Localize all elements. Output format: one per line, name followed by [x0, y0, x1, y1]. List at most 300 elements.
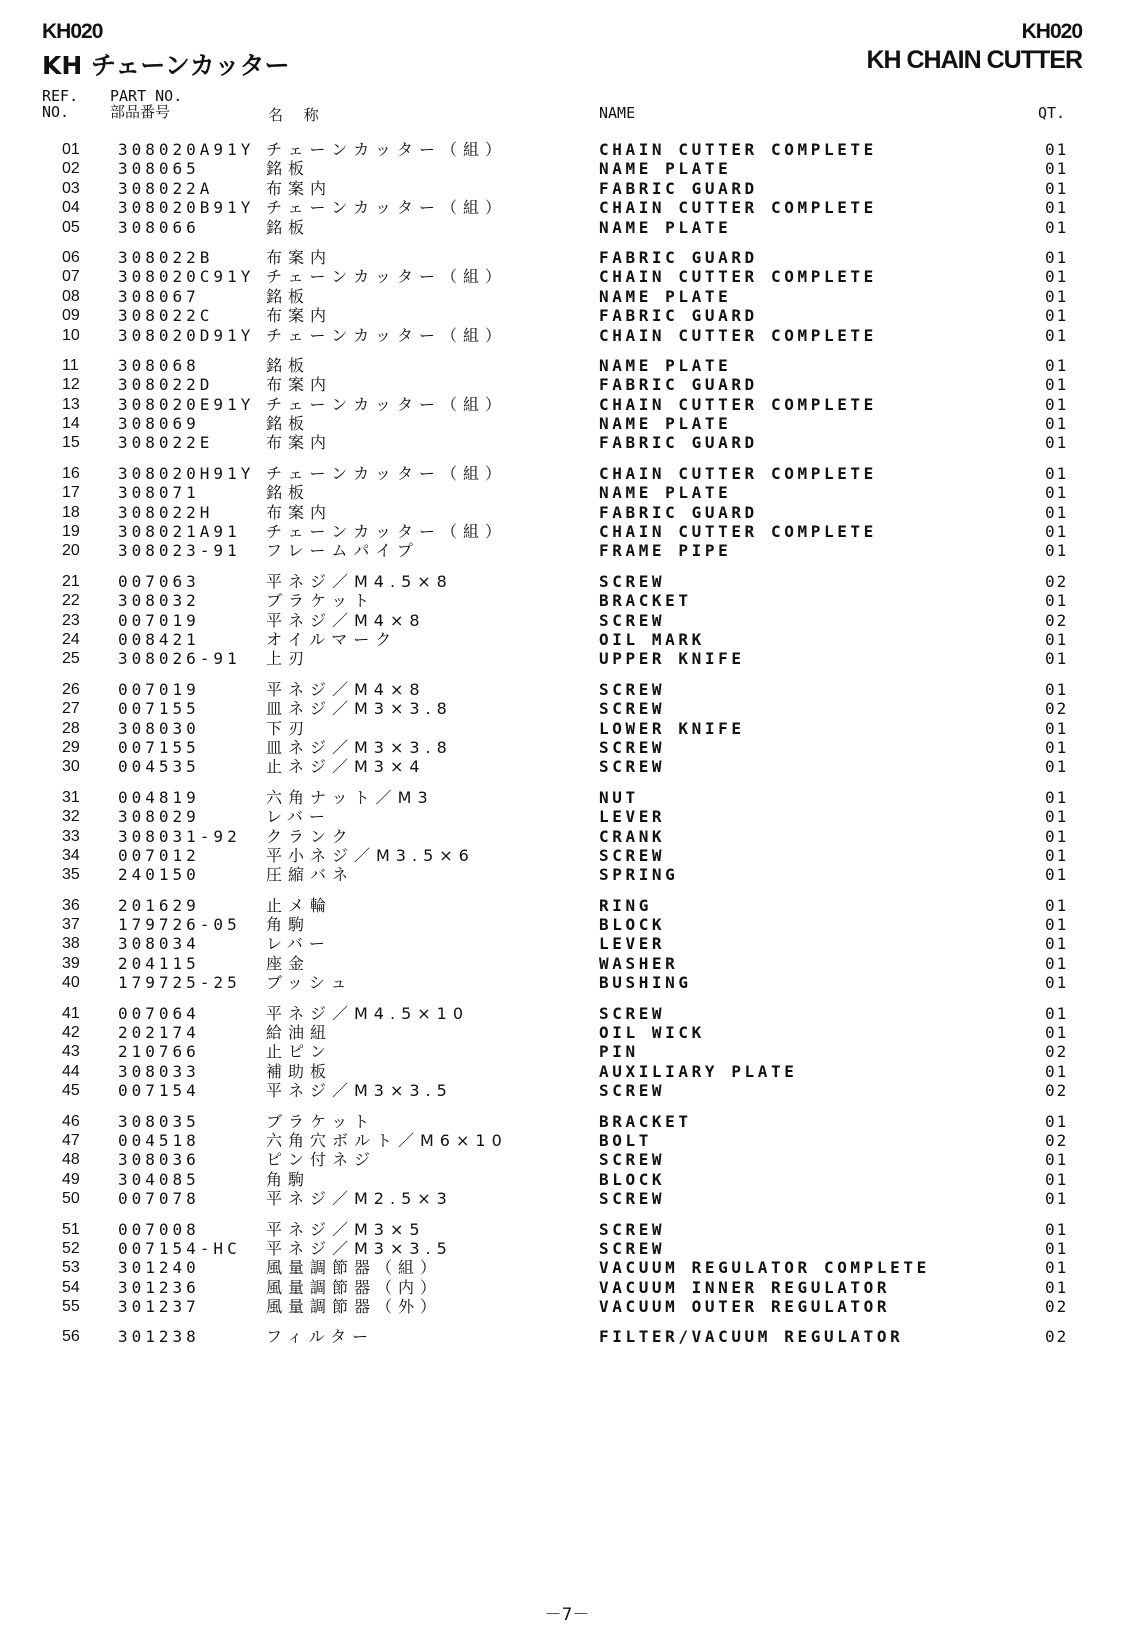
table-row	[0, 267, 1134, 286]
quantity: 01	[1045, 267, 1069, 287]
table-row	[0, 865, 1134, 884]
japanese-name: 布案内	[266, 247, 333, 267]
row-group	[0, 1220, 1134, 1317]
quantity: 01	[1045, 178, 1069, 198]
row-group	[0, 1112, 1134, 1209]
table-row	[0, 1220, 1134, 1239]
japanese-name: 補助板	[266, 1061, 333, 1081]
quantity: 01	[1045, 375, 1069, 395]
quantity: 01	[1045, 325, 1069, 345]
page-number: －7－	[544, 1605, 590, 1625]
english-name: VACUUM OUTER REGULATOR	[599, 1297, 891, 1317]
english-name: SPRING	[599, 865, 679, 885]
table-row	[0, 326, 1134, 345]
quantity: 01	[1045, 718, 1069, 738]
part-number: 308020D91Y	[118, 325, 255, 345]
table-row	[0, 218, 1134, 237]
english-name: NAME PLATE	[599, 159, 732, 179]
quantity: 01	[1045, 463, 1069, 483]
col-ref-line1: REF.	[42, 87, 79, 105]
japanese-name: チェーンカッター（組）	[266, 198, 508, 218]
quantity: 01	[1045, 1169, 1069, 1189]
ref-number: 11	[62, 356, 79, 374]
ref-number: 51	[62, 1220, 80, 1238]
part-number: 007008	[118, 1219, 200, 1239]
table-row	[0, 356, 1134, 375]
ref-number: 04	[62, 199, 80, 217]
column-headers	[0, 86, 1134, 126]
quantity: 01	[1045, 973, 1069, 993]
ref-number: 23	[62, 611, 80, 629]
part-number: 308032	[118, 591, 200, 611]
ref-number: 48	[62, 1151, 80, 1169]
quantity: 01	[1045, 1258, 1069, 1278]
part-number: 308020E91Y	[118, 394, 255, 414]
table-row	[0, 1131, 1134, 1150]
part-number: 308065	[118, 159, 200, 179]
english-name: NAME PLATE	[599, 217, 732, 237]
part-number: 308020H91Y	[118, 463, 255, 483]
table-row	[0, 1327, 1134, 1346]
japanese-name: 止メ輪	[266, 895, 333, 915]
english-name: BRACKET	[599, 1111, 692, 1131]
english-name: SCREW	[599, 1189, 666, 1209]
quantity: 01	[1045, 355, 1069, 375]
ref-number: 42	[62, 1024, 80, 1042]
english-name: NAME PLATE	[599, 483, 732, 503]
ref-number: 03	[62, 179, 80, 197]
ref-number: 18	[62, 503, 80, 521]
col-part-line1: PART NO.	[110, 87, 183, 105]
english-name: LEVER	[599, 807, 666, 827]
table-row	[0, 1004, 1134, 1023]
japanese-name: 平ネジ／M4.5×8	[266, 571, 453, 591]
part-number: 308022B	[118, 247, 214, 267]
ref-number: 05	[62, 218, 80, 236]
col-ref-header	[42, 88, 78, 120]
part-number: 308023-91	[118, 541, 241, 561]
japanese-name: 角駒	[266, 1169, 311, 1189]
part-number: 308067	[118, 286, 200, 306]
part-number: 308022H	[118, 502, 214, 522]
quantity: 01	[1045, 737, 1069, 757]
quantity: 01	[1045, 787, 1069, 807]
ref-number: 35	[62, 866, 80, 884]
ref-number: 22	[62, 592, 80, 610]
part-number: 007078	[118, 1189, 200, 1209]
english-name: CHAIN CUTTER COMPLETE	[599, 267, 877, 287]
part-number: 210766	[118, 1042, 200, 1062]
part-number: 308035	[118, 1111, 200, 1131]
english-name: FABRIC GUARD	[599, 178, 758, 198]
part-number: 240150	[118, 865, 200, 885]
table-row	[0, 846, 1134, 865]
quantity: 01	[1045, 1023, 1069, 1043]
english-name: NUT	[599, 787, 639, 807]
japanese-name: 六角ナット／M3	[266, 787, 434, 807]
japanese-name: レバー	[266, 934, 331, 954]
english-name: SCREW	[599, 845, 666, 865]
english-name: BOLT	[599, 1130, 652, 1150]
model-code-left: KH020	[42, 20, 103, 43]
col-ref-line2: NO.	[42, 103, 70, 121]
table-row	[0, 738, 1134, 757]
table-row	[0, 1081, 1134, 1100]
table-row	[0, 541, 1134, 560]
japanese-name: ブラケット	[266, 1111, 376, 1131]
english-name: CHAIN CUTTER COMPLETE	[599, 394, 877, 414]
japanese-name: 平ネジ／M3×3.5	[266, 1081, 453, 1101]
ref-number: 07	[62, 268, 80, 286]
ref-number: 44	[62, 1062, 80, 1080]
ref-number: 10	[62, 326, 80, 344]
ref-number: 37	[62, 916, 80, 934]
english-name: NAME PLATE	[599, 286, 732, 306]
part-number: 301236	[118, 1277, 200, 1297]
quantity: 01	[1045, 865, 1069, 885]
part-number: 308069	[118, 414, 200, 434]
part-number: 301238	[118, 1327, 200, 1347]
quantity: 01	[1045, 915, 1069, 935]
row-group	[0, 140, 1134, 237]
table-row	[0, 757, 1134, 776]
english-name: SCREW	[599, 1219, 666, 1239]
ref-number: 12	[62, 376, 80, 394]
header-left	[42, 20, 290, 82]
quantity: 01	[1045, 198, 1069, 218]
english-name: SCREW	[599, 571, 666, 591]
english-name: SCREW	[599, 679, 666, 699]
english-name: CRANK	[599, 826, 666, 846]
part-number: 308036	[118, 1150, 200, 1170]
english-name: BRACKET	[599, 591, 692, 611]
ref-number: 01	[62, 141, 80, 158]
table-row	[0, 483, 1134, 502]
japanese-name: チェーンカッター（組）	[266, 394, 508, 414]
table-row	[0, 375, 1134, 394]
header-right	[866, 20, 1082, 75]
english-name: VACUUM REGULATOR COMPLETE	[599, 1258, 930, 1278]
english-name: FABRIC GUARD	[599, 433, 758, 453]
english-name: SCREW	[599, 610, 666, 630]
japanese-name: 銘板	[266, 286, 311, 306]
part-number: 308022E	[118, 433, 214, 453]
japanese-name: 風量調節器（組）	[266, 1258, 443, 1278]
table-row	[0, 1258, 1134, 1277]
english-name: VACUUM INNER REGULATOR	[599, 1277, 891, 1297]
part-number: 301237	[118, 1297, 200, 1317]
part-number: 202174	[118, 1023, 200, 1043]
table-row	[0, 1170, 1134, 1189]
table-row	[0, 572, 1134, 591]
english-name: BLOCK	[599, 915, 666, 935]
ref-number: 25	[62, 650, 80, 668]
japanese-name: オイルマーク	[266, 629, 398, 649]
ref-number: 29	[62, 738, 80, 756]
part-number: 308030	[118, 718, 200, 738]
ref-number: 50	[62, 1190, 80, 1208]
table-row	[0, 1278, 1134, 1297]
col-part-line2: 部品番号	[110, 103, 171, 121]
quantity: 01	[1045, 934, 1069, 954]
ref-number: 38	[62, 935, 80, 953]
japanese-name: 角駒	[266, 915, 311, 935]
quantity: 01	[1045, 1189, 1069, 1209]
part-number: 007155	[118, 699, 200, 719]
japanese-name: 布案内	[266, 433, 333, 453]
ref-number: 55	[62, 1298, 80, 1316]
ref-number: 19	[62, 523, 80, 541]
japanese-name: 布案内	[266, 178, 333, 198]
japanese-name: 風量調節器（内）	[266, 1277, 443, 1297]
part-number: 301240	[118, 1258, 200, 1278]
english-name: CHAIN CUTTER COMPLETE	[599, 325, 877, 345]
japanese-name: チェーンカッター（組）	[266, 522, 508, 542]
part-number: 308029	[118, 807, 200, 827]
english-name: FABRIC GUARD	[599, 375, 758, 395]
quantity: 01	[1045, 629, 1069, 649]
quantity: 01	[1045, 140, 1069, 159]
japanese-name: 平ネジ／M4×8	[266, 610, 426, 630]
part-number: 004535	[118, 757, 200, 777]
japanese-name: チェーンカッター（組）	[266, 267, 508, 287]
table-row	[0, 179, 1134, 198]
quantity: 01	[1045, 522, 1069, 542]
quantity: 01	[1045, 1238, 1069, 1258]
table-row	[0, 649, 1134, 668]
english-name: BLOCK	[599, 1169, 666, 1189]
japanese-name: 給油紐	[266, 1023, 333, 1043]
japanese-name: 圧縮バネ	[266, 865, 355, 885]
part-number: 007154-HC	[118, 1238, 241, 1258]
part-number: 204115	[118, 953, 200, 973]
english-name: AUXILIARY PLATE	[599, 1061, 798, 1081]
ref-number: 24	[62, 630, 80, 648]
ref-number: 06	[62, 248, 80, 266]
japanese-name: 銘板	[266, 483, 311, 503]
japanese-name: チェーンカッター（組）	[266, 140, 508, 159]
quantity: 01	[1045, 414, 1069, 434]
ref-number: 20	[62, 542, 80, 560]
quantity: 02	[1045, 1081, 1069, 1101]
page-title-english: KH CHAIN CUTTER	[866, 46, 1082, 74]
part-number: 308020C91Y	[118, 267, 255, 287]
quantity: 01	[1045, 757, 1069, 777]
japanese-name: ピン付ネジ	[266, 1150, 377, 1170]
table-row	[0, 915, 1134, 934]
row-group	[0, 896, 1134, 993]
table-row	[0, 630, 1134, 649]
japanese-name: 平ネジ／M4.5×10	[266, 1003, 470, 1023]
table-row	[0, 522, 1134, 541]
japanese-name: 平ネジ／M3×5	[266, 1219, 426, 1239]
ref-number: 02	[62, 160, 80, 178]
table-row	[0, 1150, 1134, 1169]
row-group	[0, 680, 1134, 777]
table-row	[0, 807, 1134, 826]
part-number: 308071	[118, 483, 200, 503]
japanese-name: チェーンカッター（組）	[266, 325, 508, 345]
ref-number: 16	[62, 464, 80, 482]
japanese-name: 平ネジ／M4×8	[266, 679, 426, 699]
japanese-name: 止ネジ／M3×4	[266, 757, 426, 777]
japanese-name: 六角穴ボルト／M6×10	[266, 1130, 508, 1150]
part-number: 007154	[118, 1081, 200, 1101]
japanese-name: 下刃	[266, 718, 311, 738]
english-name: LOWER KNIFE	[599, 718, 745, 738]
english-name: SCREW	[599, 1238, 666, 1258]
part-number: 308020A91Y	[118, 140, 255, 159]
ref-number: 31	[62, 788, 80, 806]
japanese-name: 銘板	[266, 217, 311, 237]
table-row	[0, 1042, 1134, 1061]
japanese-name: フィルター	[266, 1327, 375, 1347]
english-name: NAME PLATE	[599, 414, 732, 434]
table-row	[0, 788, 1134, 807]
part-number: 008421	[118, 629, 200, 649]
table-row	[0, 591, 1134, 610]
table-row	[0, 395, 1134, 414]
english-name: FABRIC GUARD	[599, 306, 758, 326]
row-group	[0, 464, 1134, 561]
row-group	[0, 1327, 1134, 1346]
ref-number: 13	[62, 395, 80, 413]
quantity: 02	[1045, 1042, 1069, 1062]
ref-number: 14	[62, 415, 80, 433]
ref-number: 45	[62, 1082, 80, 1100]
english-name: OIL MARK	[599, 629, 705, 649]
table-row	[0, 140, 1134, 159]
japanese-name: 布案内	[266, 502, 333, 522]
english-name: PIN	[599, 1042, 639, 1062]
part-number: 304085	[118, 1169, 200, 1189]
english-name: SCREW	[599, 1150, 666, 1170]
part-number: 308021A91	[118, 522, 241, 542]
english-name: WASHER	[599, 953, 679, 973]
table-row	[0, 896, 1134, 915]
english-name: SCREW	[599, 1003, 666, 1023]
english-name: FABRIC GUARD	[599, 502, 758, 522]
quantity: 02	[1045, 571, 1069, 591]
table-row	[0, 611, 1134, 630]
english-name: SCREW	[599, 757, 666, 777]
part-number: 004518	[118, 1130, 200, 1150]
ref-number: 32	[62, 808, 80, 826]
table-row	[0, 306, 1134, 325]
ref-number: 43	[62, 1043, 80, 1061]
japanese-name: 銘板	[266, 159, 311, 179]
english-name: OIL WICK	[599, 1023, 705, 1043]
part-number: 179726-05	[118, 915, 241, 935]
quantity: 02	[1045, 1327, 1069, 1347]
col-qt-header: QT.	[1038, 104, 1066, 122]
japanese-name: 座金	[266, 953, 311, 973]
japanese-name: 布案内	[266, 306, 333, 326]
quantity: 01	[1045, 483, 1069, 503]
japanese-name: 平小ネジ／M3.5×6	[266, 845, 475, 865]
quantity: 01	[1045, 1003, 1069, 1023]
ref-number: 41	[62, 1004, 80, 1022]
ref-number: 46	[62, 1112, 80, 1130]
japanese-name: 銘板	[266, 414, 311, 434]
part-number: 308022C	[118, 306, 214, 326]
ref-number: 47	[62, 1131, 80, 1149]
quantity: 01	[1045, 1111, 1069, 1131]
table-row	[0, 1023, 1134, 1042]
parts-list	[0, 140, 1134, 1358]
ref-number: 27	[62, 700, 80, 718]
part-number: 308022A	[118, 178, 214, 198]
japanese-name: ブッシュ	[266, 973, 353, 993]
ref-number: 08	[62, 287, 80, 305]
row-group	[0, 572, 1134, 669]
japanese-name: チェーンカッター（組）	[266, 463, 508, 483]
table-row	[0, 1239, 1134, 1258]
ref-number: 30	[62, 758, 80, 776]
english-name: SCREW	[599, 737, 666, 757]
table-row	[0, 1297, 1134, 1316]
table-row	[0, 464, 1134, 483]
part-number: 179725-25	[118, 973, 241, 993]
english-name: UPPER KNIFE	[599, 649, 745, 669]
quantity: 01	[1045, 306, 1069, 326]
row-group	[0, 788, 1134, 885]
english-name: RING	[599, 895, 652, 915]
quantity: 01	[1045, 953, 1069, 973]
table-row	[0, 287, 1134, 306]
quantity: 01	[1045, 1277, 1069, 1297]
table-row	[0, 248, 1134, 267]
part-number: 308066	[118, 217, 200, 237]
quantity: 01	[1045, 649, 1069, 669]
quantity: 01	[1045, 217, 1069, 237]
table-row	[0, 198, 1134, 217]
col-part-header	[110, 88, 182, 120]
row-group	[0, 356, 1134, 453]
english-name: CHAIN CUTTER COMPLETE	[599, 198, 877, 218]
japanese-name: 止ピン	[266, 1042, 333, 1062]
ref-number: 53	[62, 1259, 80, 1277]
ref-number: 39	[62, 954, 80, 972]
english-name: CHAIN CUTTER COMPLETE	[599, 140, 877, 159]
english-name: CHAIN CUTTER COMPLETE	[599, 522, 877, 542]
quantity: 02	[1045, 1130, 1069, 1150]
part-number: 007019	[118, 679, 200, 699]
quantity: 01	[1045, 826, 1069, 846]
ref-number: 17	[62, 484, 80, 502]
part-number: 007064	[118, 1003, 200, 1023]
japanese-name: 皿ネジ／M3×3.8	[266, 737, 453, 757]
japanese-name: 皿ネジ／M3×3.8	[266, 699, 453, 719]
ref-number: 15	[62, 434, 80, 452]
table-row	[0, 954, 1134, 973]
part-number: 308033	[118, 1061, 200, 1081]
english-name: SCREW	[599, 1081, 666, 1101]
part-number: 007063	[118, 571, 200, 591]
table-row	[0, 680, 1134, 699]
japanese-name: 銘板	[266, 355, 311, 375]
table-row	[0, 1112, 1134, 1131]
japanese-name: フレームパイプ	[266, 541, 419, 561]
ref-number: 26	[62, 680, 80, 698]
row-group	[0, 1004, 1134, 1101]
ref-number: 49	[62, 1170, 80, 1188]
part-number: 308020B91Y	[118, 198, 255, 218]
part-number: 201629	[118, 895, 200, 915]
quantity: 01	[1045, 1150, 1069, 1170]
col-name-header: NAME	[599, 104, 636, 122]
quantity: 01	[1045, 394, 1069, 414]
